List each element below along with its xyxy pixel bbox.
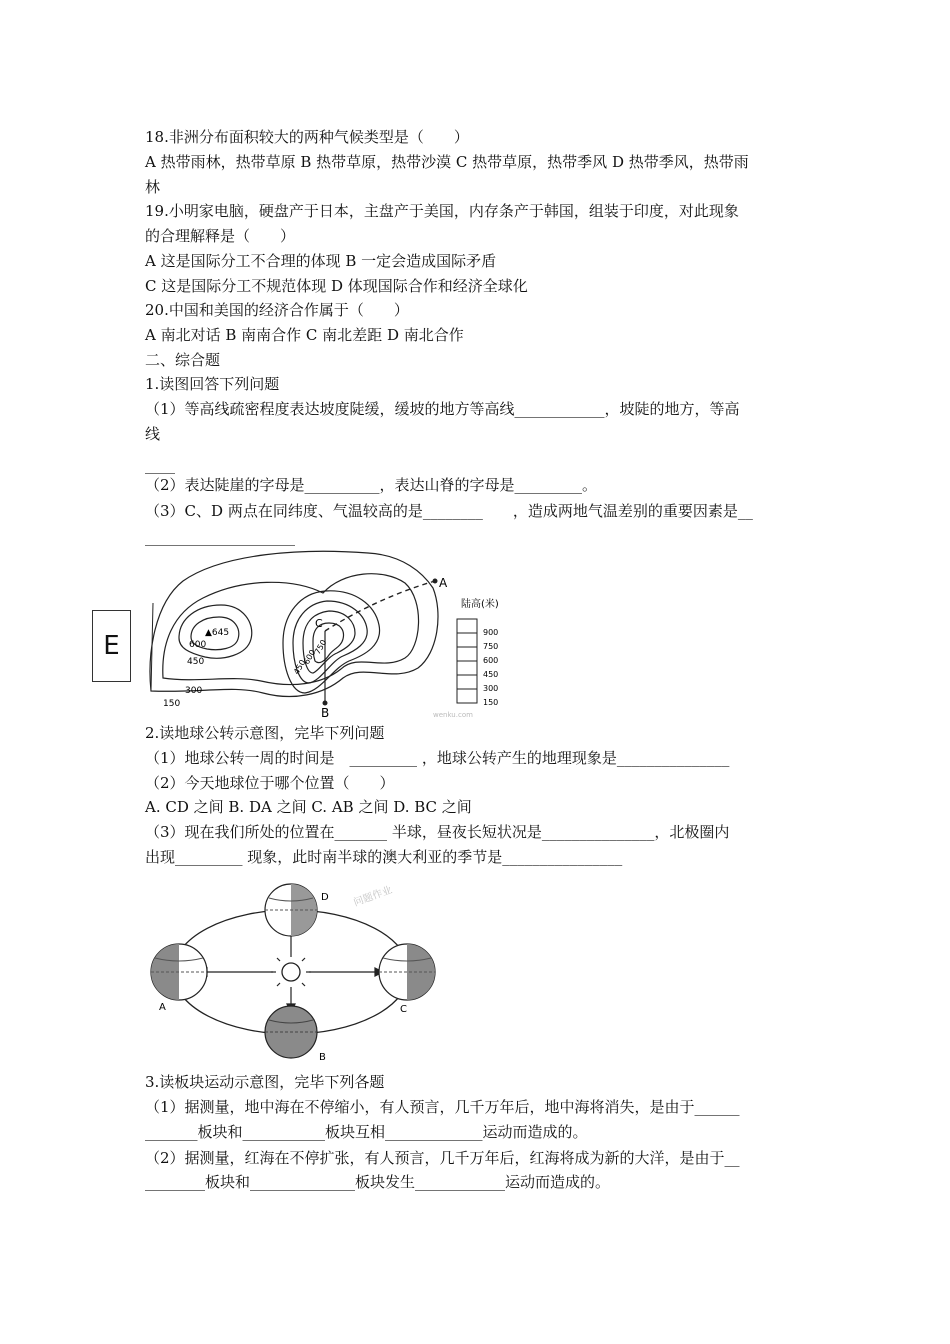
text-line: 出现_________ 现象，此时南半球的澳大利亚的季节是________________ bbox=[145, 848, 623, 866]
text-line: ____________________ bbox=[145, 528, 295, 546]
text-line: （3）现在我们所处的位置在_______ 半球，昼夜长短状况是_______________，北极圈内 bbox=[145, 823, 730, 841]
text-line: A 这是国际分工不合理的体现 B 一定会造成国际矛盾 bbox=[145, 252, 497, 270]
contour-value: 450 bbox=[291, 658, 308, 676]
contour-value: ▲645 bbox=[205, 628, 230, 638]
contour-map bbox=[143, 543, 508, 718]
text-line: 18.非洲分布面积较大的两种气候类型是（ ） bbox=[145, 128, 469, 146]
text-line: 3.读板块运动示意图，完毕下列各题 bbox=[145, 1073, 385, 1091]
text-line: （1）等高线疏密程度表达坡度陡缓，缓坡的地方等高线____________，坡陡的地方，等高 bbox=[145, 400, 740, 418]
contour-value: 300 bbox=[185, 686, 203, 696]
legend-value: 900 bbox=[483, 628, 499, 637]
contour-value: 600 bbox=[301, 648, 318, 666]
contour-value: 750 bbox=[312, 638, 329, 656]
text-line: （2）据测量，红海在不停扩张，有人预言，几千万年后，红海将成为新的大洋，是由于__ bbox=[145, 1149, 740, 1167]
text-line: 二、综合题 bbox=[145, 351, 221, 369]
text-line: （3）C、D 两点在同纬度、气温较高的是________ ，造成两地气温差别的重要因素是__ bbox=[145, 502, 753, 520]
text-line: 20.中国和美国的经济合作属于（ ） bbox=[145, 301, 409, 319]
label-position-a: A bbox=[159, 1002, 166, 1013]
orbit-diagram bbox=[145, 872, 445, 1062]
text-line: （1）地球公转一周的时间是 _________ ，地球公转产生的地理现象是_______________ bbox=[145, 749, 730, 767]
contour-value: 150 bbox=[163, 699, 181, 709]
label-position-b: B bbox=[319, 1052, 326, 1062]
text-line: _______板块和___________板块互相_____________运动而造成的。 bbox=[145, 1123, 588, 1141]
side-letter: E bbox=[103, 631, 120, 661]
side-letter-box bbox=[92, 610, 131, 682]
watermark: wenku.com bbox=[433, 711, 473, 718]
legend-value: 300 bbox=[483, 684, 499, 693]
watermark: 问题作业 bbox=[352, 884, 394, 909]
label-point-b: B bbox=[321, 706, 330, 718]
text-line: 线 bbox=[145, 425, 161, 443]
text-line: 1.读图回答下列问题 bbox=[145, 375, 280, 393]
text-line: A 南北对话 B 南南合作 C 南北差距 D 南北合作 bbox=[145, 326, 464, 344]
label-position-c: C bbox=[400, 1004, 407, 1015]
text-line: （2）今天地球位于哪个位置（ ） bbox=[145, 774, 395, 792]
legend-value: 450 bbox=[483, 670, 499, 679]
text-line: 的合理解释是（ ） bbox=[145, 227, 296, 245]
legend-value: 150 bbox=[483, 698, 499, 707]
text-line: （1）据测量，地中海在不停缩小，有人预言，几千万年后，地中海将消失，是由于______ bbox=[145, 1098, 740, 1116]
text-line: ____ bbox=[145, 456, 175, 474]
text-line: 林 bbox=[145, 178, 161, 196]
text-line: ________板块和______________板块发生____________运动而造成的。 bbox=[145, 1173, 611, 1191]
label-position-d: D bbox=[321, 892, 329, 903]
legend-value: 750 bbox=[483, 642, 499, 651]
legend-value: 600 bbox=[483, 656, 499, 665]
text-line: 2.读地球公转示意图，完毕下列问题 bbox=[145, 724, 385, 742]
contour-value: 450 bbox=[187, 657, 205, 667]
contour-value: 600 bbox=[189, 640, 207, 650]
text-line: 19.小明家电脑，硬盘产于日本，主盘产于美国，内存条产于韩国，组装于印度，对此现象 bbox=[145, 202, 739, 220]
text-line: （2）表达陡崖的字母是__________，表达山脊的字母是_________。 bbox=[145, 476, 598, 494]
legend-title: 陆高(米) bbox=[461, 599, 499, 610]
text-line: C 这是国际分工不规范体现 D 体现国际合作和经济全球化 bbox=[145, 277, 528, 295]
text-line: A. CD 之间 B. DA 之间 C. AB 之间 D. BC 之间 bbox=[145, 798, 472, 816]
label-point-a: A bbox=[439, 576, 448, 590]
label-point-c: C bbox=[315, 617, 323, 630]
text-line: A 热带雨林，热带草原 B 热带草原，热带沙漠 C 热带草原，热带季风 D 热带季风，热带雨 bbox=[145, 153, 749, 171]
